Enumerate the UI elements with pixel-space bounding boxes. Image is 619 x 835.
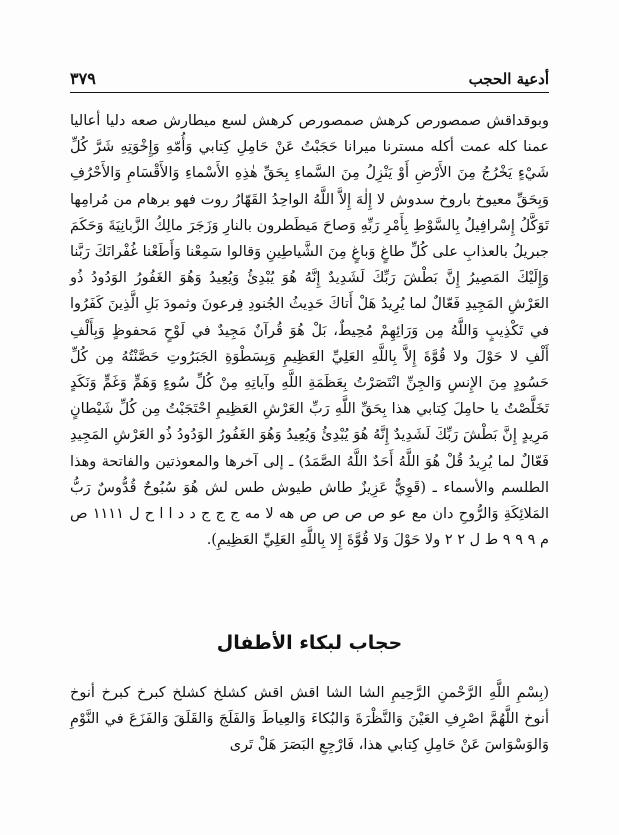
- running-title: أدعية الحجب: [468, 70, 549, 88]
- section-text: [70, 680, 549, 759]
- paragraph: وبوقداقش صمصورص كرهش صمصورص كرهش لسع ميطارش صعه دليا أعاليا عمنا كله عمت أكله مسترنا ميرانا حَجَبْتُ عَنْ حَامِلِ كِتابي وَأُمّهِ وَإِخْوَتِهِ شَرَّ كُلِّ شَيْءٍ يَخْرُجُ مِنَ الأَرْضِ أَوْ يَنْزِلُ مِنَ السَّماءِ بِحَقِّ هٰذِهِ الأَسْماءِ وَالأَقْسَامِ وَالأَحْرُفِ وَبِحَقِّ معيوخ باروخ سدوش لا إِلٰهَ إِلاَّ اللَّهُ الواحِدُ القَهّارُ روت فهو برهام من مُرامِها تَوَكَّلُ إِسْرافِيلُ بِالسَّوْطِ بِأَمْرِ رَبِّهِ وَصاحَ مَيطَطرون بالنارِ وَزَجَرَ مالِكُ الزَّبانِيَةَ وَحَكَمَ جبريلُ بالعذابِ على كُلِّ طاغٍ وَباغٍ مِنَ الشَّياطِينِ وَقالوا سَمِعْنا وَأَطَعْنا غُفْرانَكَ رَبَّنا وَإِلَيْكَ المَصِيرُ إِنَّ بَطْشَ رَبِّكَ لَشَدِيدٌ إِنَّهُ هُوَ يُبْدِئُ وَيُعِيدُ وَهُوَ الغَفُورُ الوَدُودُ ذُو العَرْشِ المَجِيدِ فَعّالٌ لما يُرِيدُ هَلْ أَتاكَ حَدِيثُ الجُنودِ فِرعونَ وثمودَ بَلِ الَّذِينَ كَفَرُوا في تَكْذِيبٍ وَاللَّهُ مِن وَرَائِهِمْ مُحِيطٌ، بَلْ هُوَ قُرآنٌ مَجِيدٌ في لَوْحٍ مَحفوظٍ وَبِأَلْفِ أَلْفِ لا حَوْلَ ولا قُوَّةَ إِلاَّ بِاللَّهِ العَلِيِّ العَظِيمِ وَبِسَطْوَةِ الجَبَرُوتِ حَصَّنْتُهُ مِن كُلِّ حَسُودٍ مِنَ الإِنسِ وَالجِنِّ انْتَصَرْتُ بِعَظَمَةِ اللَّهِ وآياتِهِ مِنْ كُلِّ سُوءٍ وَهَمٍّ وَغَمٍّ وَنَكَدٍ تَخَلَّصْتُ يا حامِلَ كِتابي هذا بِحَقِّ اللَّهِ رَبِّ العَرْشِ العَظِيمِ احْتَجَبْتُ مِن كُلِّ شَيْطانٍ مَرِيدٍ إِنَّ بَطْشَ رَبِّكَ لَشَدِيدٌ إِنَّهُ هُوَ يُبْدِئُ وَيُعِيدُ وَهُوَ الغَفُورُ الوَدُودُ ذُو العَرْشِ المَجِيدِ فَعّالٌ لما يُرِيدُ قُلْ هُوَ اللَّهُ أَحَدٌ اللَّهُ الصَّمَدُ) ـ إلى آخرها والمعوذتين والفاتحة وهذا الطلسم والأسماء ـ (قَوِيٌّ عَزِيزٌ طاش طيوش طس لش هُوَ سُبُوحٌ قُدُّوسٌ رَبُّ المَلائِكَةِ وَالرُّوحِ دان مع عو ص ص ص ص هه لا مه ج ج ج د د ا ا ح ل ١١١١ ص م ٩ ٩ ٩ ط ل ٢ ٢ ولا حَوْلَ وَلا قُوَّةَ إِلا بِاللَّهِ العَلِيِّ العَظِيمِ).: [70, 113, 549, 549]
- page-number: ٣٧٩: [70, 69, 96, 88]
- section-heading: حجاب لبكاء الأطفال: [216, 632, 403, 654]
- main-text: [70, 108, 549, 553]
- page-header: [70, 62, 549, 93]
- paragraph: (بِسْمِ اللَّهِ الرَّحْمنِ الرَّحِيمِ الشا الشا اقش اقش كشلخ كشلخ كبرخ كبرخ أنوخ أنوخ اللَّهُمَّ اصْرِفِ العَيْنَ وَالنَّظْرَةَ وَالبُكاءَ وَالعِياطَ وَالفَلَجَ وَالقَلَقَ وَالفَزَعَ في النَّوْمِ وَالوَسْوَاسَ عَنْ حَامِلِ كِتابي هذا، فَارْجِعِ البَصَرَ هَلْ تَرى: [70, 685, 549, 754]
